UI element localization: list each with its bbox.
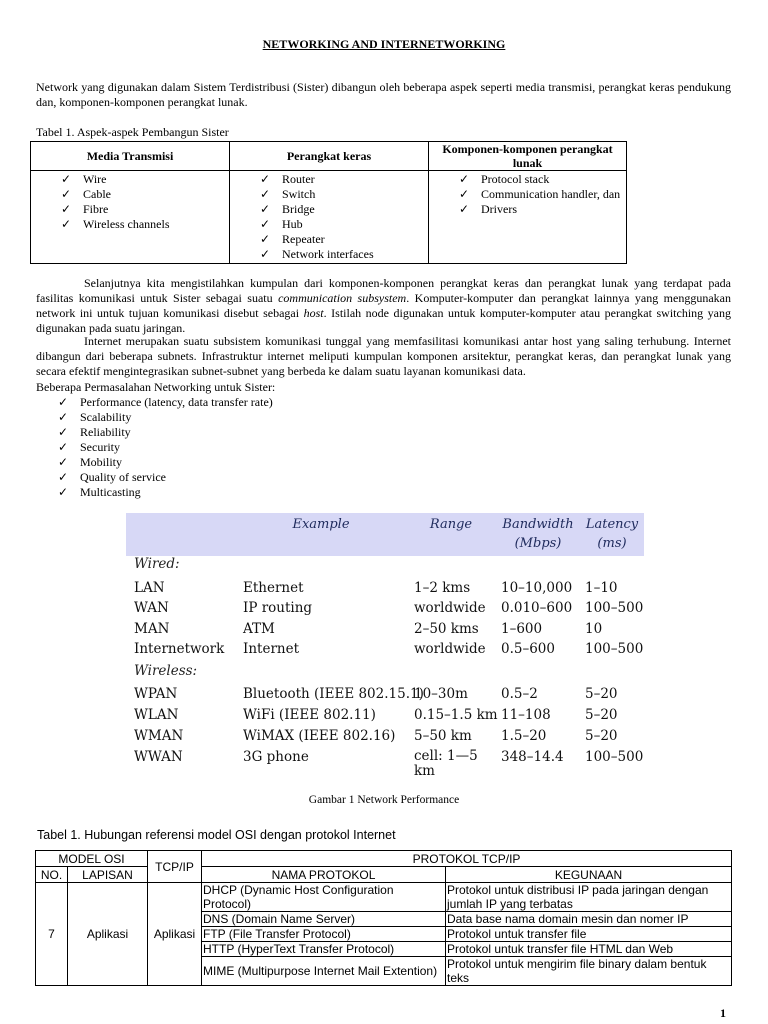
check-icon: ✓	[260, 202, 271, 216]
page-number: 1	[720, 1006, 726, 1020]
check-icon: ✓	[459, 187, 470, 201]
list-item: ✓ Security	[58, 440, 120, 454]
header-perangkat-keras: Perangkat keras	[230, 142, 429, 171]
header-kegunaan: KEGUNAAN	[446, 867, 732, 883]
check-icon: ✓	[459, 202, 470, 216]
table1-caption: Tabel 1. Aspek-aspek Pembangun Sister	[36, 125, 229, 139]
protocol-purpose: Protokol untuk distribusi IP pada jaringan dengan jumlah IP yang terbatas	[446, 883, 732, 912]
header-protokol-tcp-ip: PROTOKOL TCP/IP	[202, 851, 732, 867]
header-media-transmisi: Media Transmisi	[31, 142, 230, 171]
protocol-purpose: Protokol untuk transfer file HTML dan Web	[446, 942, 732, 957]
header-tcp-ip: TCP/IP	[148, 851, 202, 883]
media-transmisi-cell	[31, 171, 230, 264]
check-icon: ✓	[260, 187, 271, 201]
list-item: ✓ Switch	[260, 187, 316, 201]
protocol-name: FTP (File Transfer Protocol)	[202, 927, 446, 942]
list-item: ✓ Multicasting	[58, 485, 141, 499]
komponen-perangkat-lunak-cell	[429, 171, 627, 264]
check-icon: ✓	[58, 485, 69, 499]
list-item: ✓ Drivers	[459, 202, 517, 216]
list-item: ✓ Reliability	[58, 425, 131, 439]
header-komponen-perangkat-lunak: Komponen-komponen perangkat lunak	[429, 142, 627, 171]
list-item: ✓ Router	[260, 172, 315, 186]
list-item: ✓ Repeater	[260, 232, 325, 246]
header-bandwidth: Bandwidth (Mbps)	[502, 517, 574, 551]
check-icon: ✓	[459, 172, 470, 186]
list-item: ✓ Fibre	[61, 202, 109, 216]
check-icon: ✓	[58, 440, 69, 454]
internet-paragraph: Internet merupakan suatu subsistem komunikasi tunggal yang memfasilitasi komunikasi antar host yang saling terhubung. Internet dibangun dari beberapa subnets. Infrastruktur internet meliputi kumpulan komponen arsitektur, perangkat keras, dan perangkat lunak yang secara efektif mengintegrasikan subnet-subnet yang berbeda ke dalam suatu layanan komunikasi data.	[36, 334, 731, 378]
check-icon: ✓	[61, 202, 72, 216]
check-icon: ✓	[61, 172, 72, 186]
aspects-table	[30, 141, 627, 264]
list-item: ✓ Hub	[260, 217, 303, 231]
header-model-osi: MODEL OSI	[36, 851, 148, 867]
check-icon: ✓	[260, 172, 271, 186]
list-item: ✓ Wireless channels	[61, 217, 170, 231]
header-example: Example	[292, 517, 350, 532]
perangkat-keras-cell	[230, 171, 429, 264]
table-row	[36, 883, 732, 912]
subsystem-paragraph: Selanjutnya kita mengistilahkan kumpulan dari komponen-komponen perangkat keras dan perangkat lunak yang terdapat pada fasilitas komunikasi untuk Sister sebagai suatu communication subsystem. Komputer-komputer dan perangkat lainnya yang menggunakan network ini untuk tujuan komunikasi disebut sebagai host. Istilah node digunakan untuk komputer-komputer atau perangkat switching yang digunakan pada suatu jaringan.	[36, 276, 731, 335]
protocol-name: DNS (Domain Name Server)	[202, 912, 446, 927]
check-icon: ✓	[58, 425, 69, 439]
issues-heading: Beberapa Permasalahan Networking untuk Sister:	[36, 380, 276, 394]
protocol-name: DHCP (Dynamic Host Configuration Protocol)	[202, 883, 446, 912]
check-icon: ✓	[58, 455, 69, 469]
list-item: ✓ Mobility	[58, 455, 123, 469]
header-nama-protokol: NAMA PROTOKOL	[202, 867, 446, 883]
list-item: ✓ Performance (latency, data transfer rate)	[58, 395, 273, 409]
list-item: ✓ Cable	[61, 187, 111, 201]
table2-caption: Tabel 1. Hubungan referensi model OSI dengan protokol Internet	[37, 828, 396, 842]
list-item: ✓ Protocol stack	[459, 172, 550, 186]
figure-caption: Gambar 1 Network Performance	[308, 794, 460, 806]
layer-name: Aplikasi	[68, 883, 148, 986]
tcp-layer-name: Aplikasi	[148, 883, 202, 986]
protocol-name: HTTP (HyperText Transfer Protocol)	[202, 942, 446, 957]
intro-paragraph: Network yang digunakan dalam Sistem Terdistribusi (Sister) dibangun oleh beberapa aspek seperti media transmisi, perangkat keras pendukung dan, komponen-komponen perangkat lunak.	[36, 80, 731, 109]
list-item: ✓ Scalability	[58, 410, 132, 424]
check-icon: ✓	[260, 217, 271, 231]
wireless-label: Wireless:	[134, 663, 198, 679]
check-icon: ✓	[58, 470, 69, 484]
check-icon: ✓	[61, 187, 72, 201]
check-icon: ✓	[260, 247, 271, 261]
protocol-name: MIME (Multipurpose Internet Mail Extention)	[202, 957, 446, 986]
header-no: NO.	[36, 867, 68, 883]
network-performance-figure: Example Range Bandwidth (Mbps) Latency (ms) Wired: LAN Ethernet 1–2 kms 10–10,000 1–10 WAN IP routing worldwide 0.010–600 100–500 MAN ATM 2–50 kms 1–600 10 Internetwork Internet worldwide 0.5–600 100–500 Wireless: WPAN Bluetooth (IEEE 802.15.1) 10–30m 0.5–2 5–20 WLAN WiFi (IEEE 802.11) 0.15–1.5 km 11–108 5–20 WMAN WiMAX (IEEE 802.16) 5–50 km 1.5–20 5–20 WWAN 3G phone cell: 1—5 km 348–14.4 100–500	[126, 513, 644, 779]
header-latency: Latency (ms)	[585, 517, 639, 551]
list-item: ✓ Network interfaces	[260, 247, 374, 261]
list-item: ✓ Quality of service	[58, 470, 166, 484]
check-icon: ✓	[260, 232, 271, 246]
protocol-purpose: Protokol untuk transfer file	[446, 927, 732, 942]
check-icon: ✓	[61, 217, 72, 231]
layer-number: 7	[36, 883, 68, 986]
check-icon: ✓	[58, 395, 69, 409]
osi-protocol-table	[35, 850, 732, 986]
list-item: ✓ Communication handler, dan	[459, 187, 621, 201]
protocol-purpose: Data base nama domain mesin dan nomer IP	[446, 912, 732, 927]
list-item: ✓ Wire	[61, 172, 107, 186]
issues-list	[58, 394, 273, 501]
wired-label: Wired:	[134, 556, 180, 572]
check-icon: ✓	[58, 410, 69, 424]
page-title: NETWORKING AND INTERNETWORKING	[262, 37, 506, 51]
header-range: Range	[429, 517, 473, 532]
list-item: ✓ Bridge	[260, 202, 315, 216]
protocol-purpose: Protokol untuk mengirim file binary dalam bentuk teks	[446, 957, 732, 986]
header-lapisan: LAPISAN	[68, 867, 148, 883]
